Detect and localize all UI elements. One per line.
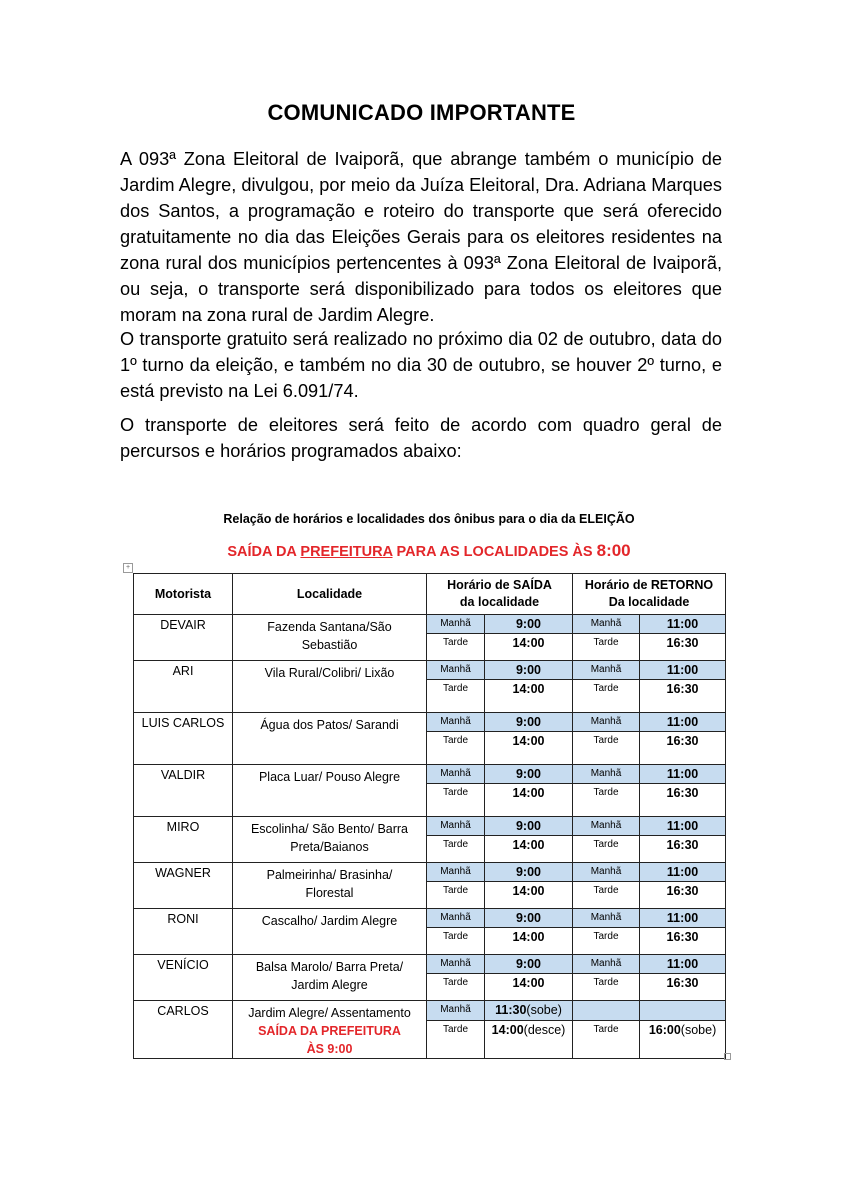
departure-time: 9:00 bbox=[485, 817, 573, 836]
table-row bbox=[134, 909, 726, 928]
departure-time: 9:00 bbox=[485, 909, 573, 928]
table-row bbox=[134, 765, 726, 784]
paragraph-schedule-intro: O transporte de eleitores será feito de acordo com quadro geral de percursos e horários programados abaixo: bbox=[120, 415, 722, 461]
return-time: 11:00 bbox=[640, 817, 726, 836]
period-label: Manhã bbox=[427, 615, 485, 634]
header-driver: Motorista bbox=[134, 574, 233, 615]
return-time: 16:30 bbox=[640, 634, 726, 661]
table-subtitle: SAÍDA DA PREFEITURA PARA AS LOCALIDADES ÀS 8:00 bbox=[227, 541, 631, 560]
location-cell bbox=[233, 817, 427, 863]
location-line-2: Sebastião bbox=[301, 638, 358, 652]
return-time: 16:30 bbox=[640, 836, 726, 863]
location-line-1: Placa Luar/ Pouso Alegre bbox=[258, 770, 401, 784]
table-move-handle-icon[interactable]: + bbox=[123, 563, 133, 573]
departure-time: 14:00 bbox=[485, 680, 573, 713]
period-label-empty bbox=[573, 1001, 640, 1021]
location-line-1: Balsa Marolo/ Barra Preta/ bbox=[255, 960, 404, 974]
return-time: 16:30 bbox=[640, 732, 726, 765]
location-cell bbox=[233, 765, 427, 817]
driver-cell: VALDIR bbox=[134, 765, 233, 817]
departure-time: 9:00 bbox=[485, 863, 573, 882]
driver-cell: VENÍCIO bbox=[134, 955, 233, 1001]
departure-time: 14:00(desce) bbox=[485, 1020, 573, 1058]
driver-cell: DEVAIR bbox=[134, 615, 233, 661]
location-cell bbox=[233, 955, 427, 1001]
location-cell bbox=[233, 615, 427, 661]
departure-time: 14:00 bbox=[485, 928, 573, 955]
period-label: Manhã bbox=[427, 713, 485, 732]
return-time: 16:30 bbox=[640, 680, 726, 713]
period-label: Tarde bbox=[427, 974, 485, 1001]
period-label: Tarde bbox=[427, 882, 485, 909]
header-departure: Horário de SAÍDA da localidade bbox=[427, 574, 573, 615]
period-label: Manhã bbox=[573, 817, 640, 836]
return-time: 16:00(sobe) bbox=[640, 1020, 726, 1058]
return-time: 11:00 bbox=[640, 661, 726, 680]
location-line-1: Fazenda Santana/São bbox=[267, 620, 392, 634]
driver-cell: WAGNER bbox=[134, 863, 233, 909]
location-cell bbox=[233, 661, 427, 713]
location-cell bbox=[233, 1001, 427, 1059]
period-label: Tarde bbox=[427, 1020, 485, 1058]
departure-time: 14:00 bbox=[485, 836, 573, 863]
driver-cell: MIRO bbox=[134, 817, 233, 863]
return-time: 16:30 bbox=[640, 928, 726, 955]
driver-cell: LUIS CARLOS bbox=[134, 713, 233, 765]
departure-time: 14:00 bbox=[485, 974, 573, 1001]
table-row bbox=[134, 1001, 726, 1021]
period-label: Manhã bbox=[573, 909, 640, 928]
location-line-1: Vila Rural/Colibri/ Lixão bbox=[264, 666, 395, 680]
table-title: Relação de horários e localidades dos ônibus para o dia da ELEIÇÃO bbox=[223, 512, 635, 526]
departure-time: 9:00 bbox=[485, 615, 573, 634]
period-label: Manhã bbox=[427, 909, 485, 928]
return-time: 11:00 bbox=[640, 765, 726, 784]
period-label: Tarde bbox=[573, 784, 640, 817]
period-label: Manhã bbox=[427, 661, 485, 680]
departure-time: 9:00 bbox=[485, 713, 573, 732]
driver-cell: CARLOS bbox=[134, 1001, 233, 1059]
period-label: Manhã bbox=[427, 817, 485, 836]
period-label: Manhã bbox=[573, 955, 640, 974]
departure-time: 11:30(sobe) bbox=[485, 1001, 573, 1021]
header-location: Localidade bbox=[233, 574, 427, 615]
period-label: Tarde bbox=[573, 974, 640, 1001]
return-time: 11:00 bbox=[640, 863, 726, 882]
location-cell bbox=[233, 909, 427, 955]
return-time: 11:00 bbox=[640, 713, 726, 732]
period-label: Tarde bbox=[573, 634, 640, 661]
table-row bbox=[134, 955, 726, 974]
location-line-1: Escolinha/ São Bento/ Barra bbox=[250, 822, 409, 836]
period-label: Tarde bbox=[573, 1020, 640, 1058]
period-label: Tarde bbox=[573, 928, 640, 955]
driver-cell: ARI bbox=[134, 661, 233, 713]
period-label: Manhã bbox=[573, 713, 640, 732]
table-row bbox=[134, 615, 726, 634]
table-row bbox=[134, 863, 726, 882]
period-label: Manhã bbox=[573, 765, 640, 784]
location-line-1: Cascalho/ Jardim Alegre bbox=[261, 914, 398, 928]
period-label: Manhã bbox=[573, 615, 640, 634]
location-line-1: Jardim Alegre/ Assentamento bbox=[248, 1006, 411, 1020]
header-return: Horário de RETORNO Da localidade bbox=[573, 574, 726, 615]
departure-time: 14:00 bbox=[485, 784, 573, 817]
period-label: Manhã bbox=[573, 661, 640, 680]
location-line-2: Florestal bbox=[305, 886, 354, 900]
location-line-2: Preta/Baianos bbox=[290, 840, 369, 854]
paragraph-intro: A 093ª Zona Eleitoral de Ivaiporã, que abrange também o município de Jardim Alegre, divulgou, por meio da Juíza Eleitoral, Dra. Adriana Marques dos Santos, a programação e roteiro do transporte que será oferecido gratuitamente no dia das Eleições Gerais para os eleitores residentes na zona rural dos municípios pertencentes à 093ª Zona Eleitoral de Ivaiporã, ou seja, o transporte será disponibilizado para todos os eleitores que moram na zona rural de Jardim Alegre. bbox=[120, 149, 722, 325]
page-title: COMUNICADO IMPORTANTE bbox=[267, 100, 576, 125]
location-line-1: Palmeirinha/ Brasinha/ bbox=[266, 868, 393, 882]
location-line-1: Água dos Patos/ Sarandi bbox=[260, 718, 399, 732]
departure-time: 14:00 bbox=[485, 732, 573, 765]
departure-time: 9:00 bbox=[485, 765, 573, 784]
period-label: Manhã bbox=[427, 765, 485, 784]
period-label: Tarde bbox=[427, 680, 485, 713]
location-line-2: Jardim Alegre bbox=[291, 978, 368, 992]
driver-cell: RONI bbox=[134, 909, 233, 955]
departure-time: 14:00 bbox=[485, 634, 573, 661]
departure-time: 14:00 bbox=[485, 882, 573, 909]
period-label: Tarde bbox=[427, 784, 485, 817]
period-label: Tarde bbox=[573, 680, 640, 713]
return-time: 11:00 bbox=[640, 615, 726, 634]
period-label: Tarde bbox=[427, 928, 485, 955]
location-cell bbox=[233, 863, 427, 909]
location-cell bbox=[233, 713, 427, 765]
return-time: 11:00 bbox=[640, 955, 726, 974]
schedule-table bbox=[133, 573, 726, 1059]
departure-time: 9:00 bbox=[485, 955, 573, 974]
table-row bbox=[134, 661, 726, 680]
period-label: Tarde bbox=[427, 634, 485, 661]
location-note: SAÍDA DA PREFEITURA bbox=[258, 1024, 401, 1038]
period-label: Tarde bbox=[573, 882, 640, 909]
table-resize-handle-icon[interactable] bbox=[724, 1053, 731, 1060]
period-label: Tarde bbox=[427, 836, 485, 863]
return-time: 16:30 bbox=[640, 882, 726, 909]
return-time: 11:00 bbox=[640, 909, 726, 928]
period-label: Tarde bbox=[573, 836, 640, 863]
paragraph-dates: O transporte gratuito será realizado no próximo dia 02 de outubro, data do 1º turno da eleição, e também no dia 30 de outubro, se houver 2º turno, e está previsto na Lei 6.091/74. bbox=[120, 329, 722, 401]
departure-time: 9:00 bbox=[485, 661, 573, 680]
table-header-row bbox=[134, 574, 726, 615]
table-row bbox=[134, 817, 726, 836]
table-row bbox=[134, 713, 726, 732]
period-label: Manhã bbox=[427, 955, 485, 974]
period-label: Manhã bbox=[427, 863, 485, 882]
period-label: Manhã bbox=[427, 1001, 485, 1021]
period-label: Manhã bbox=[573, 863, 640, 882]
period-label: Tarde bbox=[427, 732, 485, 765]
location-note-time: ÀS 9:00 bbox=[306, 1042, 353, 1056]
return-time: 16:30 bbox=[640, 974, 726, 1001]
period-label: Tarde bbox=[573, 732, 640, 765]
return-time: 16:30 bbox=[640, 784, 726, 817]
return-time-empty bbox=[640, 1001, 726, 1021]
